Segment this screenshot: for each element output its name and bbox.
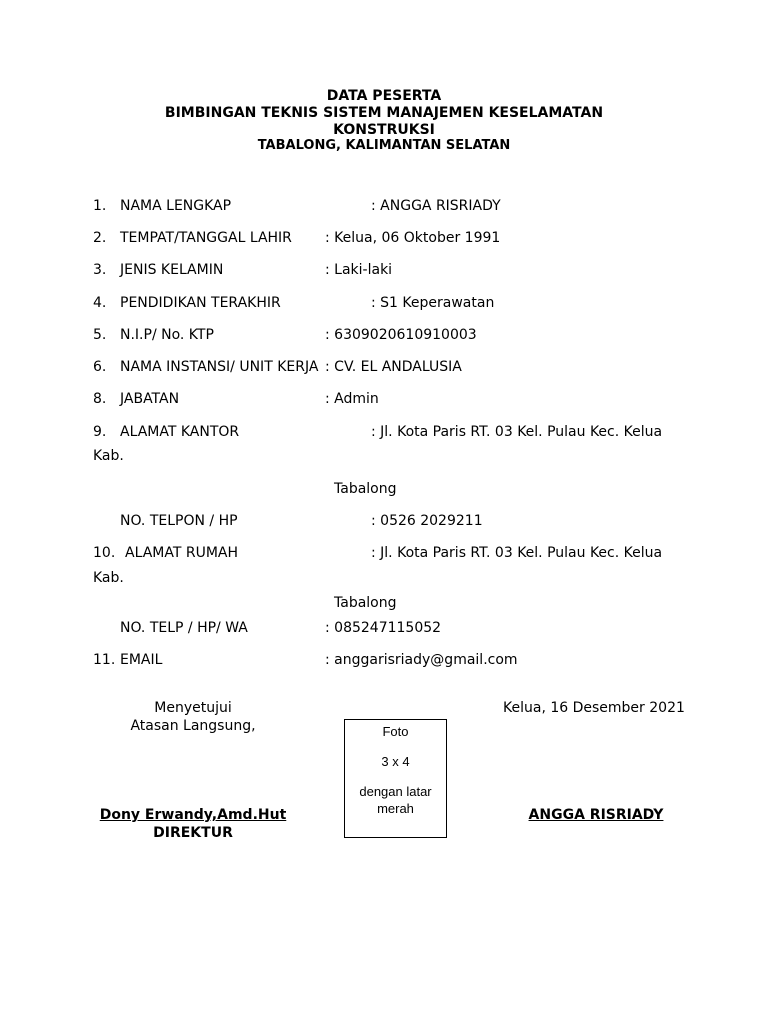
field-number: 6. xyxy=(93,359,107,375)
field-value-education: : S1 Keperawatan xyxy=(371,295,495,311)
field-number: 4. xyxy=(93,295,107,311)
field-number: 1. xyxy=(93,198,107,214)
field-value-ttl: : Kelua, 06 Oktober 1991 xyxy=(325,230,501,246)
field-label-nama: NAMA LENGKAP xyxy=(120,198,232,214)
field-number: 11. xyxy=(93,652,116,668)
field-value-alamat-rumah-cont2: Tabalong xyxy=(334,595,397,611)
doc-subtitle-cont: KONSTRUKSI xyxy=(333,122,435,138)
field-value-jabatan: : Admin xyxy=(325,391,379,407)
participant-name: ANGGA RISRIADY xyxy=(528,807,664,823)
field-value-telpon: : 0526 2029211 xyxy=(371,513,483,529)
field-number: 10. xyxy=(93,545,116,561)
field-value-gender: : Laki-laki xyxy=(325,262,393,278)
field-label-ttl: TEMPAT/TANGGAL LAHIR xyxy=(120,230,292,246)
field-number: 8. xyxy=(93,391,107,407)
photo-label: Foto xyxy=(382,724,409,739)
field-value-email: : anggarisriady@gmail.com xyxy=(325,652,518,668)
field-number: 5. xyxy=(93,327,107,343)
field-value-nip: : 6309020610910003 xyxy=(325,327,477,343)
field-value-alamat-kantor-cont: Kab. xyxy=(93,448,124,464)
doc-subtitle: BIMBINGAN TEKNIS SISTEM MANAJEMEN KESELAMATAN xyxy=(164,105,604,121)
photo-note-cont: merah xyxy=(377,801,414,816)
field-label-wa: NO. TELP / HP/ WA xyxy=(120,620,248,636)
approver-name: Dony Erwandy,Amd.Hut xyxy=(99,807,287,823)
approval-sublabel: Atasan Langsung, xyxy=(130,718,256,734)
signing-date: Kelua, 16 Desember 2021 xyxy=(503,700,685,716)
doc-title: DATA PESERTA xyxy=(326,88,442,104)
field-value-instansi: : CV. EL ANDALUSIA xyxy=(325,359,462,375)
approver-title: DIREKTUR xyxy=(153,825,233,841)
photo-note: dengan latar xyxy=(359,784,432,799)
field-value-alamat-kantor: : Jl. Kota Paris RT. 03 Kel. Pulau Kec. Kelua xyxy=(371,424,663,440)
field-value-alamat-rumah-cont: Kab. xyxy=(93,570,124,586)
field-number: 2. xyxy=(93,230,107,246)
field-label-education: PENDIDIKAN TERAKHIR xyxy=(120,295,281,311)
approval-label: Menyetujui xyxy=(154,700,232,716)
doc-location: TABALONG, KALIMANTAN SELATAN xyxy=(257,138,511,153)
field-label-telpon: NO. TELPON / HP xyxy=(120,513,238,529)
field-label-gender: JENIS KELAMIN xyxy=(120,262,224,278)
field-label-alamat-rumah: ALAMAT RUMAH xyxy=(125,545,239,561)
field-label-alamat-kantor: ALAMAT KANTOR xyxy=(120,424,240,440)
field-label-nip: N.I.P/ No. KTP xyxy=(120,327,214,343)
field-value-wa: : 085247115052 xyxy=(325,620,442,636)
field-number: 9. xyxy=(93,424,107,440)
field-label-jabatan: JABATAN xyxy=(120,391,180,407)
field-label-instansi: NAMA INSTANSI/ UNIT KERJA xyxy=(120,359,319,375)
photo-placeholder xyxy=(344,719,447,838)
field-label-email: EMAIL xyxy=(120,652,163,668)
photo-size: 3 x 4 xyxy=(381,754,410,769)
field-value-alamat-kantor-cont2: Tabalong xyxy=(334,481,397,497)
field-value-alamat-rumah: : Jl. Kota Paris RT. 03 Kel. Pulau Kec. Kelua xyxy=(371,545,663,561)
field-number: 3. xyxy=(93,262,107,278)
field-value-nama: : ANGGA RISRIADY xyxy=(371,198,501,214)
